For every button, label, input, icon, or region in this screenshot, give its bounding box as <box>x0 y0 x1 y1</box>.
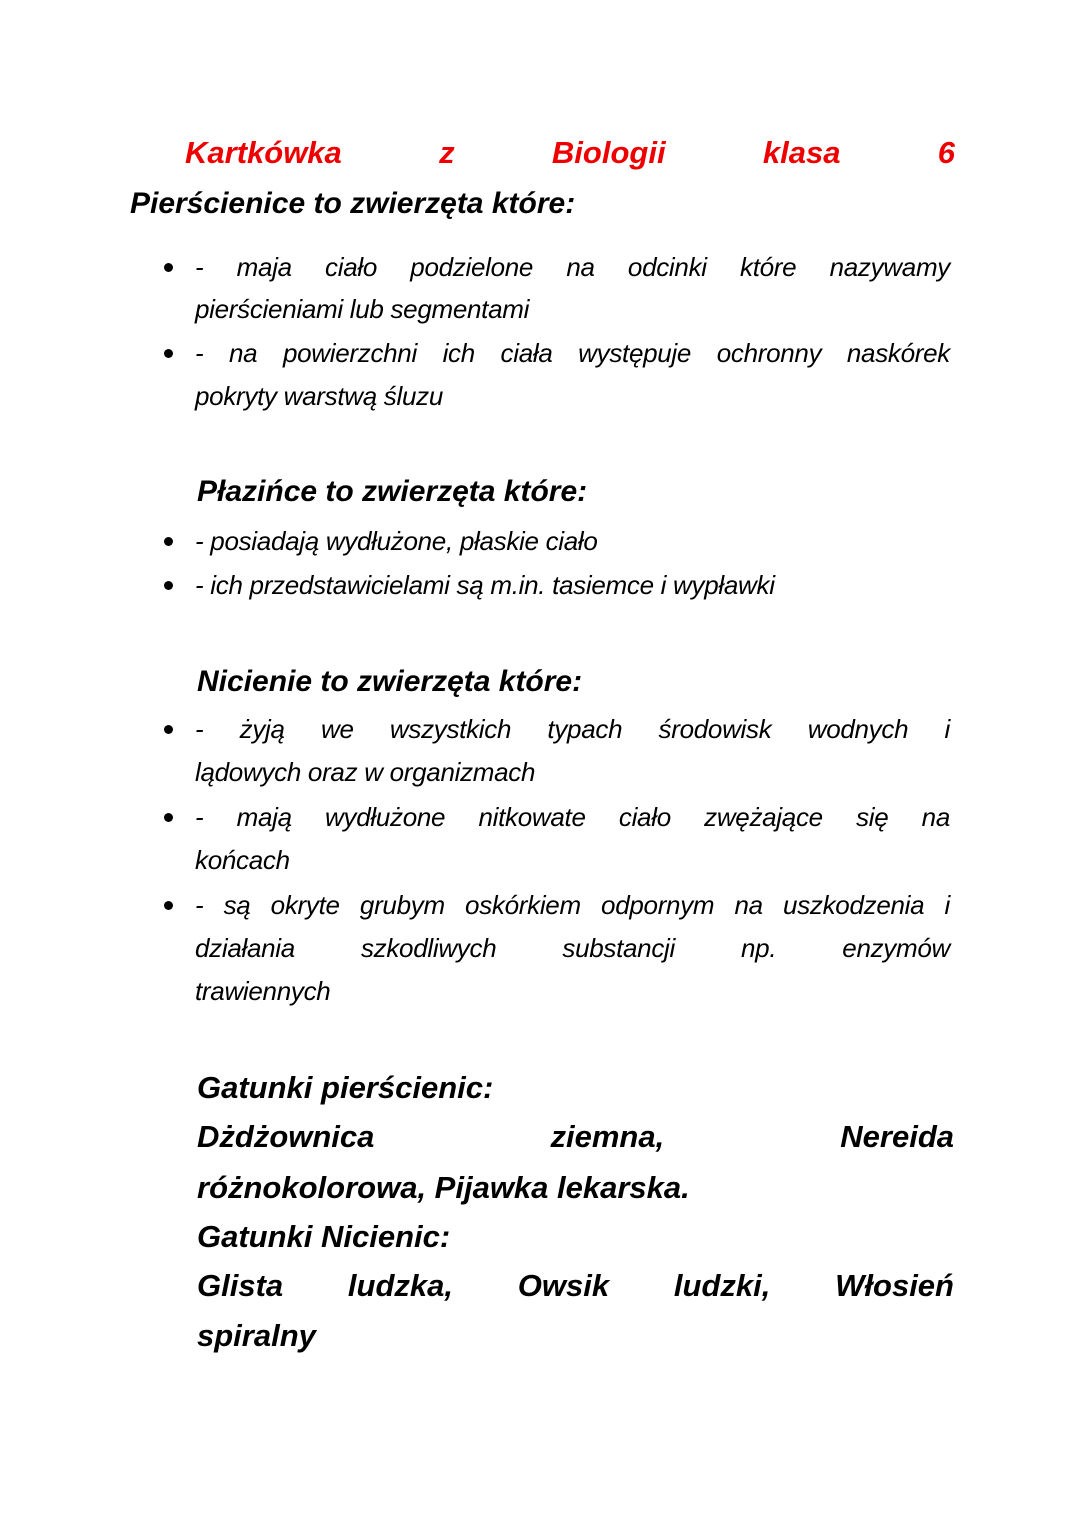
bullet-icon <box>164 725 173 734</box>
list-item-text: końcach <box>195 845 290 875</box>
bullet-icon <box>164 813 173 822</box>
species-list: Glista ludzka, Owsik ludzki, Włosień <box>197 1268 954 1303</box>
list-item-text: pokryty warstwą śluzu <box>195 381 444 411</box>
bullet-icon <box>164 349 173 358</box>
list-item-text: - mają wydłużone nitkowate ciało zwężające się na <box>195 802 950 832</box>
list-item-text: - maja ciało podzielone na odcinki które nazywamy <box>195 252 950 282</box>
bullet-icon <box>164 537 173 546</box>
list-item-text: - są okryte grubym oskórkiem odpornym na uszkodzenia i <box>195 890 950 920</box>
list-item-text: pierścieniami lub segmentami <box>195 294 530 324</box>
bullet-icon <box>164 581 173 590</box>
list-item-text: - żyją we wszystkich typach środowisk wodnych i <box>195 714 950 744</box>
species-list: spiralny <box>197 1318 316 1353</box>
section-heading: Nicienie to zwierzęta które: <box>197 665 583 698</box>
list-item-text: lądowych oraz w organizmach <box>195 757 536 787</box>
species-heading: Gatunki pierścienic: <box>197 1070 494 1105</box>
species-list: różnokolorowa, Pijawka lekarska. <box>197 1170 690 1205</box>
species-list: Dżdżownica ziemna, Nereida <box>197 1119 954 1154</box>
species-heading: Gatunki Nicienic: <box>197 1219 451 1254</box>
page-title: Kartkówka z Biologii klasa 6 <box>185 135 955 170</box>
list-item-text: trawiennych <box>195 976 331 1006</box>
list-item-text: - posiadają wydłużone, płaskie ciało <box>195 526 598 556</box>
bullet-icon <box>164 901 173 910</box>
section-heading: Płazińce to zwierzęta które: <box>197 475 588 508</box>
list-item-text: - ich przedstawicielami są m.in. tasiemce i wypławki <box>195 570 775 600</box>
list-item-text: - na powierzchni ich ciała występuje ochronny naskórek <box>195 338 950 368</box>
bullet-icon <box>164 263 173 272</box>
list-item-text: działania szkodliwych substancji np. enzymów <box>195 933 950 963</box>
section-heading: Pierścienice to zwierzęta które: <box>130 187 576 220</box>
